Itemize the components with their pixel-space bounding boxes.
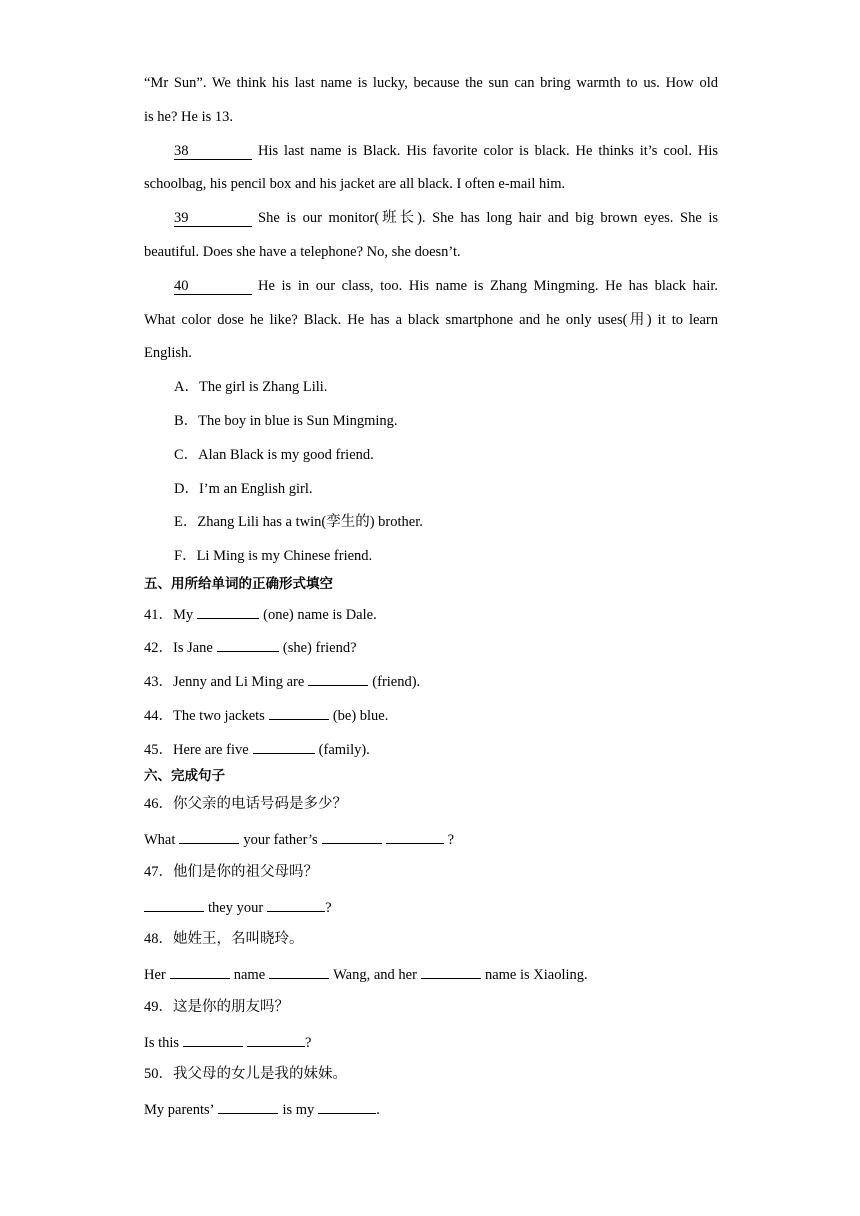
paragraph-text: He is in our class, too. His name is Zhang Mingming. He has black hair. xyxy=(258,278,718,294)
answer-blank-40[interactable]: 40 xyxy=(174,279,252,295)
question-text: . xyxy=(376,1102,380,1118)
paragraph-39 xyxy=(174,208,718,228)
question-50-answer xyxy=(144,1098,380,1120)
answer-blank[interactable] xyxy=(386,828,444,844)
answer-blank[interactable] xyxy=(144,896,204,912)
answer-blank[interactable] xyxy=(269,704,329,720)
passage-line: schoolbag, his pencil box and his jacket are all black. I often e-mail him. xyxy=(144,176,566,192)
question-text: 41．My xyxy=(144,607,194,623)
question-text: What xyxy=(144,832,176,848)
answer-blank[interactable] xyxy=(322,828,382,844)
answer-blank-39[interactable]: 39 xyxy=(174,211,252,227)
question-text: 44．The two jackets xyxy=(144,708,265,724)
question-42 xyxy=(144,636,357,658)
question-41 xyxy=(144,603,377,625)
question-text: (she) friend? xyxy=(282,640,357,656)
question-text: ? xyxy=(305,1035,312,1051)
question-text: (be) blue. xyxy=(332,708,389,724)
question-text: name xyxy=(233,967,266,983)
passage-line: English. xyxy=(144,345,192,361)
question-50-prompt: 50．我父母的女儿是我的妹妹。 xyxy=(144,1066,347,1082)
question-48-prompt: 48．她姓王，名叫晓玲。 xyxy=(144,931,304,947)
question-text: (one) name is Dale. xyxy=(263,607,377,623)
answer-blank[interactable] xyxy=(267,896,325,912)
answer-blank[interactable] xyxy=(247,1031,305,1047)
passage-line: beautiful. Does she have a telephone? No, she doesn’t. xyxy=(144,244,461,260)
question-49-answer xyxy=(144,1031,311,1053)
passage-line: What color dose he like? Black. He has a black smartphone and he only uses(用) it to learn xyxy=(144,312,718,328)
option-e: E．Zhang Lili has a twin(孪生的) brother. xyxy=(174,514,423,530)
question-text: (friend). xyxy=(372,674,421,690)
paragraph-40 xyxy=(174,276,718,296)
answer-blank[interactable] xyxy=(183,1031,243,1047)
option-c: C．Alan Black is my good friend. xyxy=(174,447,374,463)
answer-blank[interactable] xyxy=(421,963,481,979)
question-text: Her xyxy=(144,967,166,983)
answer-blank[interactable] xyxy=(253,738,315,754)
question-47-prompt: 47．他们是你的祖父母吗？ xyxy=(144,864,318,880)
answer-blank[interactable] xyxy=(217,636,279,652)
question-text: ? xyxy=(447,832,455,848)
answer-blank[interactable] xyxy=(308,670,368,686)
question-46-prompt: 46．你父亲的电话号码是多少？ xyxy=(144,796,347,812)
paragraph-text: She is our monitor(班长). She has long hair and big brown eyes. She is xyxy=(258,210,718,226)
answer-blank[interactable] xyxy=(269,963,329,979)
question-text: My parents’ xyxy=(144,1102,215,1118)
question-text: name is Xiaoling. xyxy=(484,967,588,983)
question-text: Wang, and her xyxy=(333,967,417,983)
answer-blank[interactable] xyxy=(197,603,259,619)
paragraph-text: His last name is Black. His favorite color is black. He thinks it’s cool. His xyxy=(258,143,718,159)
answer-blank[interactable] xyxy=(318,1098,376,1114)
option-b: B．The boy in blue is Sun Mingming. xyxy=(174,413,398,429)
question-43 xyxy=(144,670,420,692)
answer-blank[interactable] xyxy=(170,963,230,979)
question-text: (family). xyxy=(318,742,370,758)
question-text: your father’s xyxy=(243,832,318,848)
section-heading-6: 六、完成句子 xyxy=(144,768,225,784)
question-text: 42．Is Jane xyxy=(144,640,213,656)
option-a: A．The girl is Zhang Lili. xyxy=(174,379,328,395)
paragraph-38 xyxy=(174,141,718,161)
question-49-prompt: 49．这是你的朋友吗？ xyxy=(144,999,289,1015)
passage-line: is he? He is 13. xyxy=(144,109,233,125)
question-text: ? xyxy=(325,900,332,916)
answer-blank[interactable] xyxy=(218,1098,278,1114)
question-text: they your xyxy=(208,900,264,916)
question-text: 45．Here are five xyxy=(144,742,249,758)
question-46-answer xyxy=(144,828,454,850)
question-47-answer xyxy=(144,896,332,918)
section-heading-5: 五、用所给单词的正确形式填空 xyxy=(144,576,333,592)
answer-blank[interactable] xyxy=(179,828,239,844)
question-45 xyxy=(144,738,370,760)
option-f: F．Li Ming is my Chinese friend. xyxy=(174,548,373,564)
question-44 xyxy=(144,704,388,726)
passage-line: “Mr Sun”. We think his last name is lucky, because the sun can bring warmth to us. How old xyxy=(144,75,718,91)
option-d: D．I’m an English girl. xyxy=(174,481,313,497)
question-48-answer xyxy=(144,963,588,985)
question-text: is my xyxy=(282,1102,315,1118)
answer-blank-38[interactable]: 38 xyxy=(174,144,252,160)
question-text: Is this xyxy=(144,1035,180,1051)
question-text: 43．Jenny and Li Ming are xyxy=(144,674,305,690)
